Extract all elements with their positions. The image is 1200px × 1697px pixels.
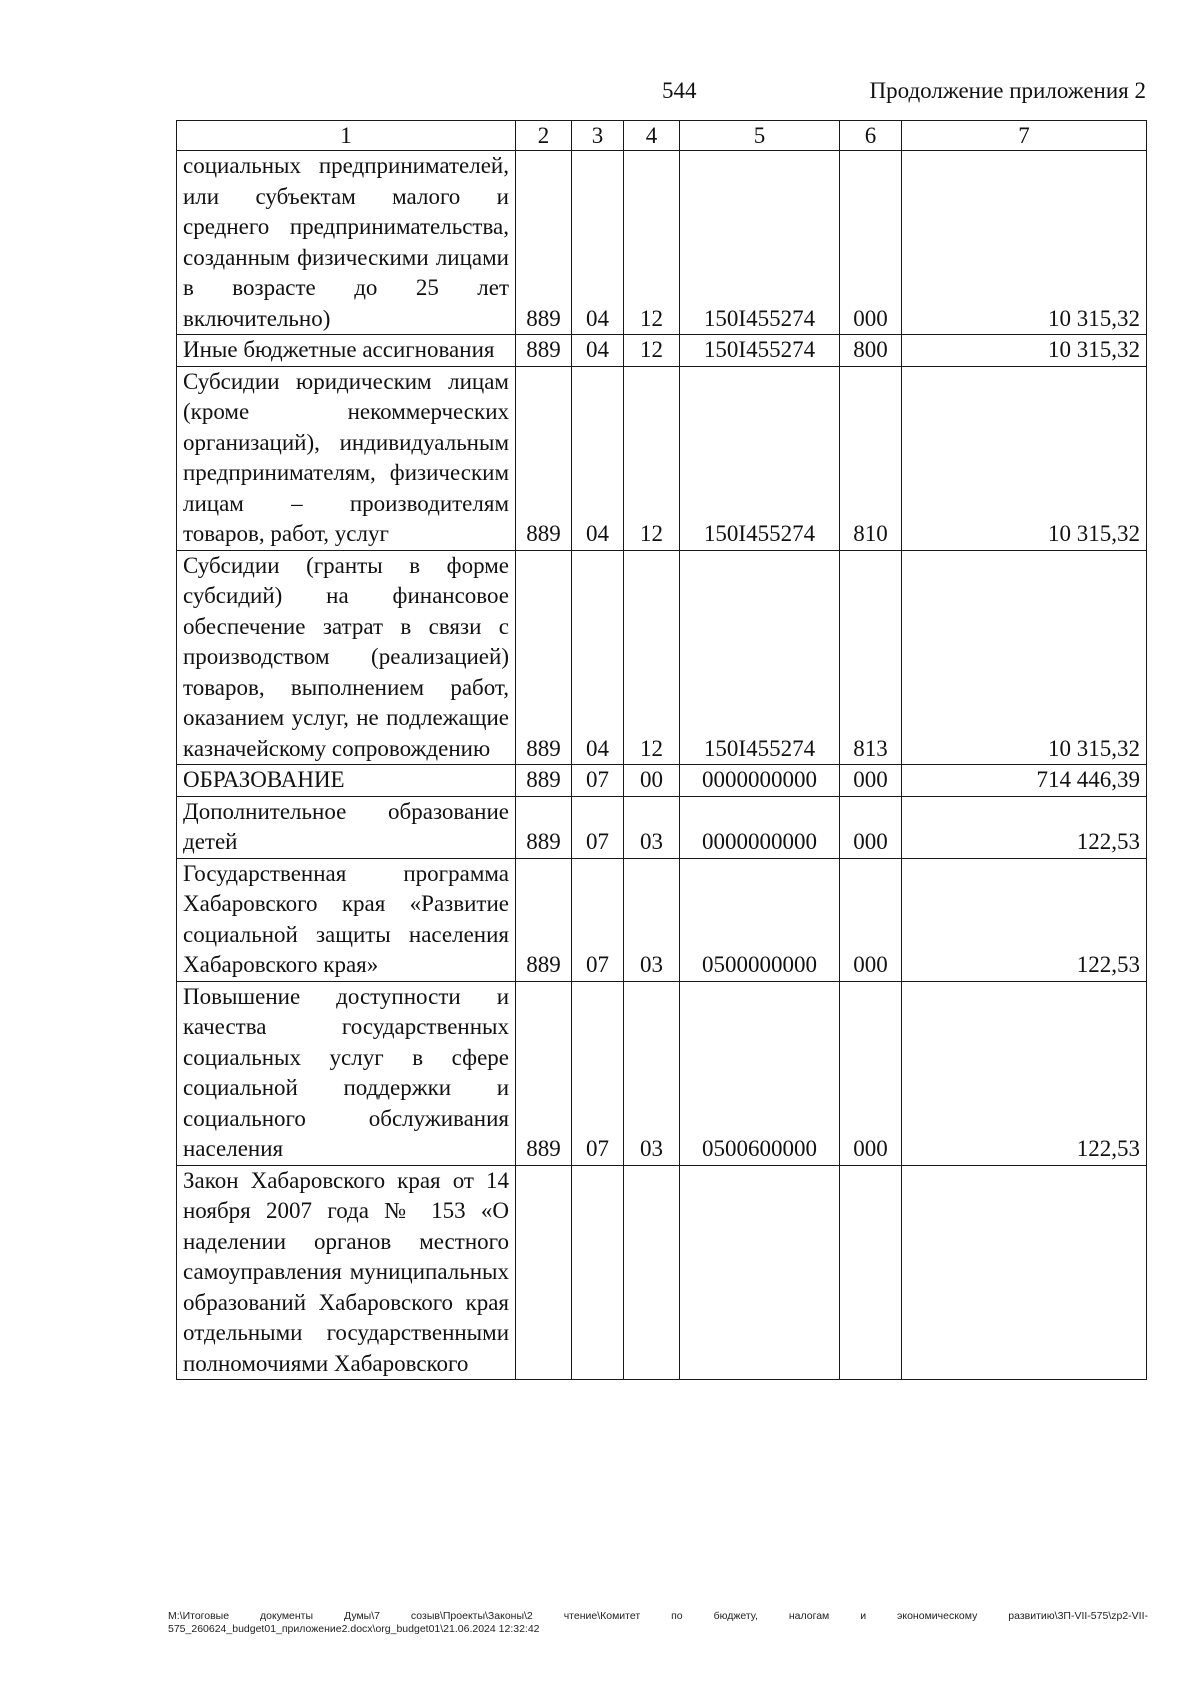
cell-ministry: 889 [516,981,572,1165]
cell-target-article: 150I455274 [680,550,840,765]
cell-ministry [516,1165,572,1380]
budget-table [176,120,1147,1380]
cell-section: 07 [572,981,624,1165]
row-name: Субсидии (гранты в форме субсидий) на финансовое обеспечение затрат в связи с производством (реализацией) товаров, выполнением работ, оказанием услуг, не подлежащие казначейскому сопровождению [177,550,516,765]
table-row [177,981,1147,1165]
cell-subsection [624,1165,680,1380]
table-row [177,151,1147,335]
row-name: Дополнительное образование детей [177,796,516,858]
cell-target-article: 0500000000 [680,858,840,981]
cell-section: 07 [572,765,624,797]
cell-section: 07 [572,858,624,981]
cell-target-article: 150I455274 [680,335,840,367]
column-header-1: 1 [177,121,516,151]
cell-expense-type [840,1165,902,1380]
cell-ministry: 889 [516,858,572,981]
cell-subsection: 00 [624,765,680,797]
cell-target-article: 0000000000 [680,796,840,858]
cell-expense-type: 813 [840,550,902,765]
cell-amount: 10 315,32 [902,366,1147,550]
table-row [177,550,1147,765]
column-header-7: 7 [902,121,1147,151]
cell-amount: 10 315,32 [902,151,1147,335]
cell-subsection: 03 [624,981,680,1165]
table-row [177,335,1147,367]
row-name: социальных предпринимателей, или субъектам малого и среднего предпринимательства, созданным физическими лицами в возрасте до 25 лет включительно) [177,151,516,335]
cell-section: 07 [572,796,624,858]
cell-expense-type: 000 [840,858,902,981]
column-header-2: 2 [516,121,572,151]
column-number-row [177,121,1147,151]
cell-ministry: 889 [516,765,572,797]
row-name: Государственная программа Хабаровского края «Развитие социальной защиты населения Хабаровского края» [177,858,516,981]
cell-subsection: 12 [624,550,680,765]
cell-target-article [680,1165,840,1380]
cell-subsection: 12 [624,335,680,367]
page-number: 544 [662,78,697,103]
continuation-label: Продолжение приложения 2 [869,78,1146,103]
cell-subsection: 12 [624,151,680,335]
cell-target-article: 150I455274 [680,366,840,550]
cell-amount: 10 315,32 [902,335,1147,367]
cell-ministry: 889 [516,796,572,858]
cell-ministry: 889 [516,550,572,765]
document-path-footer: M:\Итоговые документы Думы\7 созыв\Проекты\Законы\2 чтение\Комитет по бюджету, налогам и экономическому развитию\3П-VII-575\zp2-VII-575_260624_budget01_приложение2.docx\org_budget01\21.06.2024 12:32:42 [168,1610,1148,1635]
column-header-4: 4 [624,121,680,151]
table-row [177,366,1147,550]
cell-subsection: 03 [624,858,680,981]
cell-amount: 122,53 [902,796,1147,858]
cell-expense-type: 000 [840,796,902,858]
row-name: ОБРАЗОВАНИЕ [177,765,516,797]
cell-target-article: 0500600000 [680,981,840,1165]
row-name: Закон Хабаровского края от 14 ноября 2007 года № 153 «О наделении органов местного самоуправления муниципальных образований Хабаровского края отдельными государственными полномочиями Хабаровского [177,1165,516,1380]
cell-amount [902,1165,1147,1380]
cell-amount: 122,53 [902,981,1147,1165]
cell-expense-type: 000 [840,981,902,1165]
cell-expense-type: 800 [840,335,902,367]
cell-section [572,1165,624,1380]
cell-target-article: 0000000000 [680,765,840,797]
cell-expense-type: 810 [840,366,902,550]
column-header-3: 3 [572,121,624,151]
cell-target-article: 150I455274 [680,151,840,335]
row-name: Иные бюджетные ассигнования [177,335,516,367]
cell-subsection: 12 [624,366,680,550]
row-name: Повышение доступности и качества государственных социальных услуг в сфере социальной поддержки и социального обслуживания населения [177,981,516,1165]
cell-subsection: 03 [624,796,680,858]
cell-amount: 122,53 [902,858,1147,981]
table-row [177,796,1147,858]
table-row [177,765,1147,797]
row-name: Субсидии юридическим лицам (кроме некоммерческих организаций), индивидуальным предпринимателям, физическим лицам – производителям товаров, работ, услуг [177,366,516,550]
cell-ministry: 889 [516,335,572,367]
column-header-6: 6 [840,121,902,151]
cell-expense-type: 000 [840,765,902,797]
cell-section: 04 [572,366,624,550]
cell-section: 04 [572,550,624,765]
cell-amount: 714 446,39 [902,765,1147,797]
cell-amount: 10 315,32 [902,550,1147,765]
column-header-5: 5 [680,121,840,151]
cell-ministry: 889 [516,151,572,335]
cell-ministry: 889 [516,366,572,550]
cell-section: 04 [572,335,624,367]
table-row [177,1165,1147,1380]
cell-section: 04 [572,151,624,335]
cell-expense-type: 000 [840,151,902,335]
table-row [177,858,1147,981]
